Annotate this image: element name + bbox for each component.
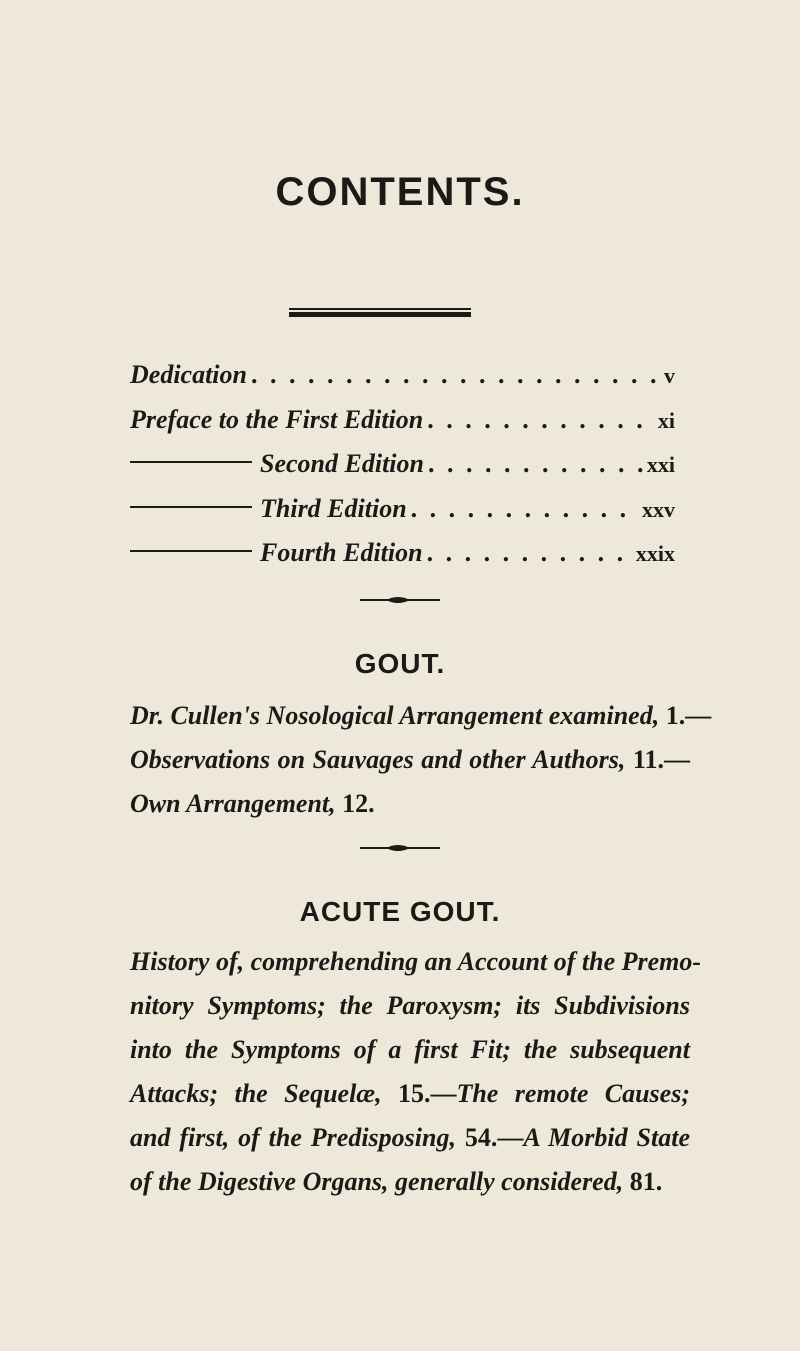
page-ref: 81. [629, 1167, 663, 1196]
text-line [130, 694, 712, 738]
toc-entry-label: Dedication [130, 360, 247, 389]
entry-text: A Morbid State [523, 1123, 690, 1152]
entry-text: The remote Causes; [456, 1079, 690, 1108]
toc-entry-dedication[interactable] [130, 360, 675, 396]
entry-text: and first, of the Predisposing, [130, 1123, 465, 1152]
toc-entry-page: xxi [646, 452, 675, 477]
leader-dots [427, 405, 654, 435]
entry-text: Own Arrangement, [130, 789, 343, 818]
toc-entry-page: v [664, 363, 675, 388]
acute-gout-contents [130, 940, 702, 1204]
entry-text: Attacks; the Sequelæ, [130, 1079, 398, 1108]
ditto-dash [130, 550, 252, 552]
page-ref: 1.— [665, 701, 712, 730]
leader-dots [428, 449, 643, 479]
entry-text: Observations on Sauvages and other Authors, [130, 745, 633, 774]
ornament-rule-icon [360, 595, 440, 605]
entry-text: Dr. Cullen's Nosological Arrangement examined, [130, 701, 666, 730]
toc-entry-preface-first[interactable] [130, 405, 675, 441]
toc-entry-page: xxv [642, 496, 675, 522]
text-line: nitory Symptoms; the Paroxysm; its Subdivisions [130, 991, 690, 1020]
ornament-rule-icon [360, 843, 440, 853]
text-line [130, 1072, 690, 1116]
page-ref: 54.— [464, 1123, 524, 1152]
ditto-dash [130, 506, 252, 508]
text-line [130, 1116, 690, 1160]
text-line: History of, comprehending an Account of the Premo- [130, 947, 702, 976]
toc-entry-label: Third Edition [260, 493, 407, 523]
text-line: into the Symptoms of a first Fit; the subsequent [130, 1035, 690, 1064]
page-title: CONTENTS. [275, 170, 525, 214]
toc-entry-page: xxix [635, 541, 675, 566]
page-ref: 12. [342, 789, 375, 818]
text-line [130, 782, 690, 826]
leader-dots [411, 494, 638, 524]
toc-entry-label: Fourth Edition [260, 538, 423, 567]
toc-entry-page: xi [657, 407, 675, 433]
gout-contents [130, 694, 712, 826]
table-of-contents [130, 360, 675, 583]
page-ref: 11.— [632, 745, 690, 774]
section-heading-gout: GOUT. [354, 648, 446, 679]
leader-dots [427, 538, 632, 568]
toc-entry-label: Second Edition [260, 449, 424, 478]
text-line [130, 738, 690, 782]
toc-entry-preface-third[interactable] [130, 494, 675, 530]
ditto-dash [130, 461, 252, 463]
leader-dots [251, 360, 660, 390]
toc-entry-label: Preface to the First Edition [130, 404, 424, 434]
section-heading-acute-gout: ACUTE GOUT. [299, 896, 501, 927]
entry-text: of the Digestive Organs, generally considered, [130, 1167, 630, 1196]
toc-entry-preface-fourth[interactable] [130, 538, 675, 574]
page-ref: 15.— [397, 1079, 457, 1108]
toc-entry-preface-second[interactable] [130, 449, 675, 485]
text-line [130, 1160, 690, 1204]
title-rule [289, 308, 471, 318]
